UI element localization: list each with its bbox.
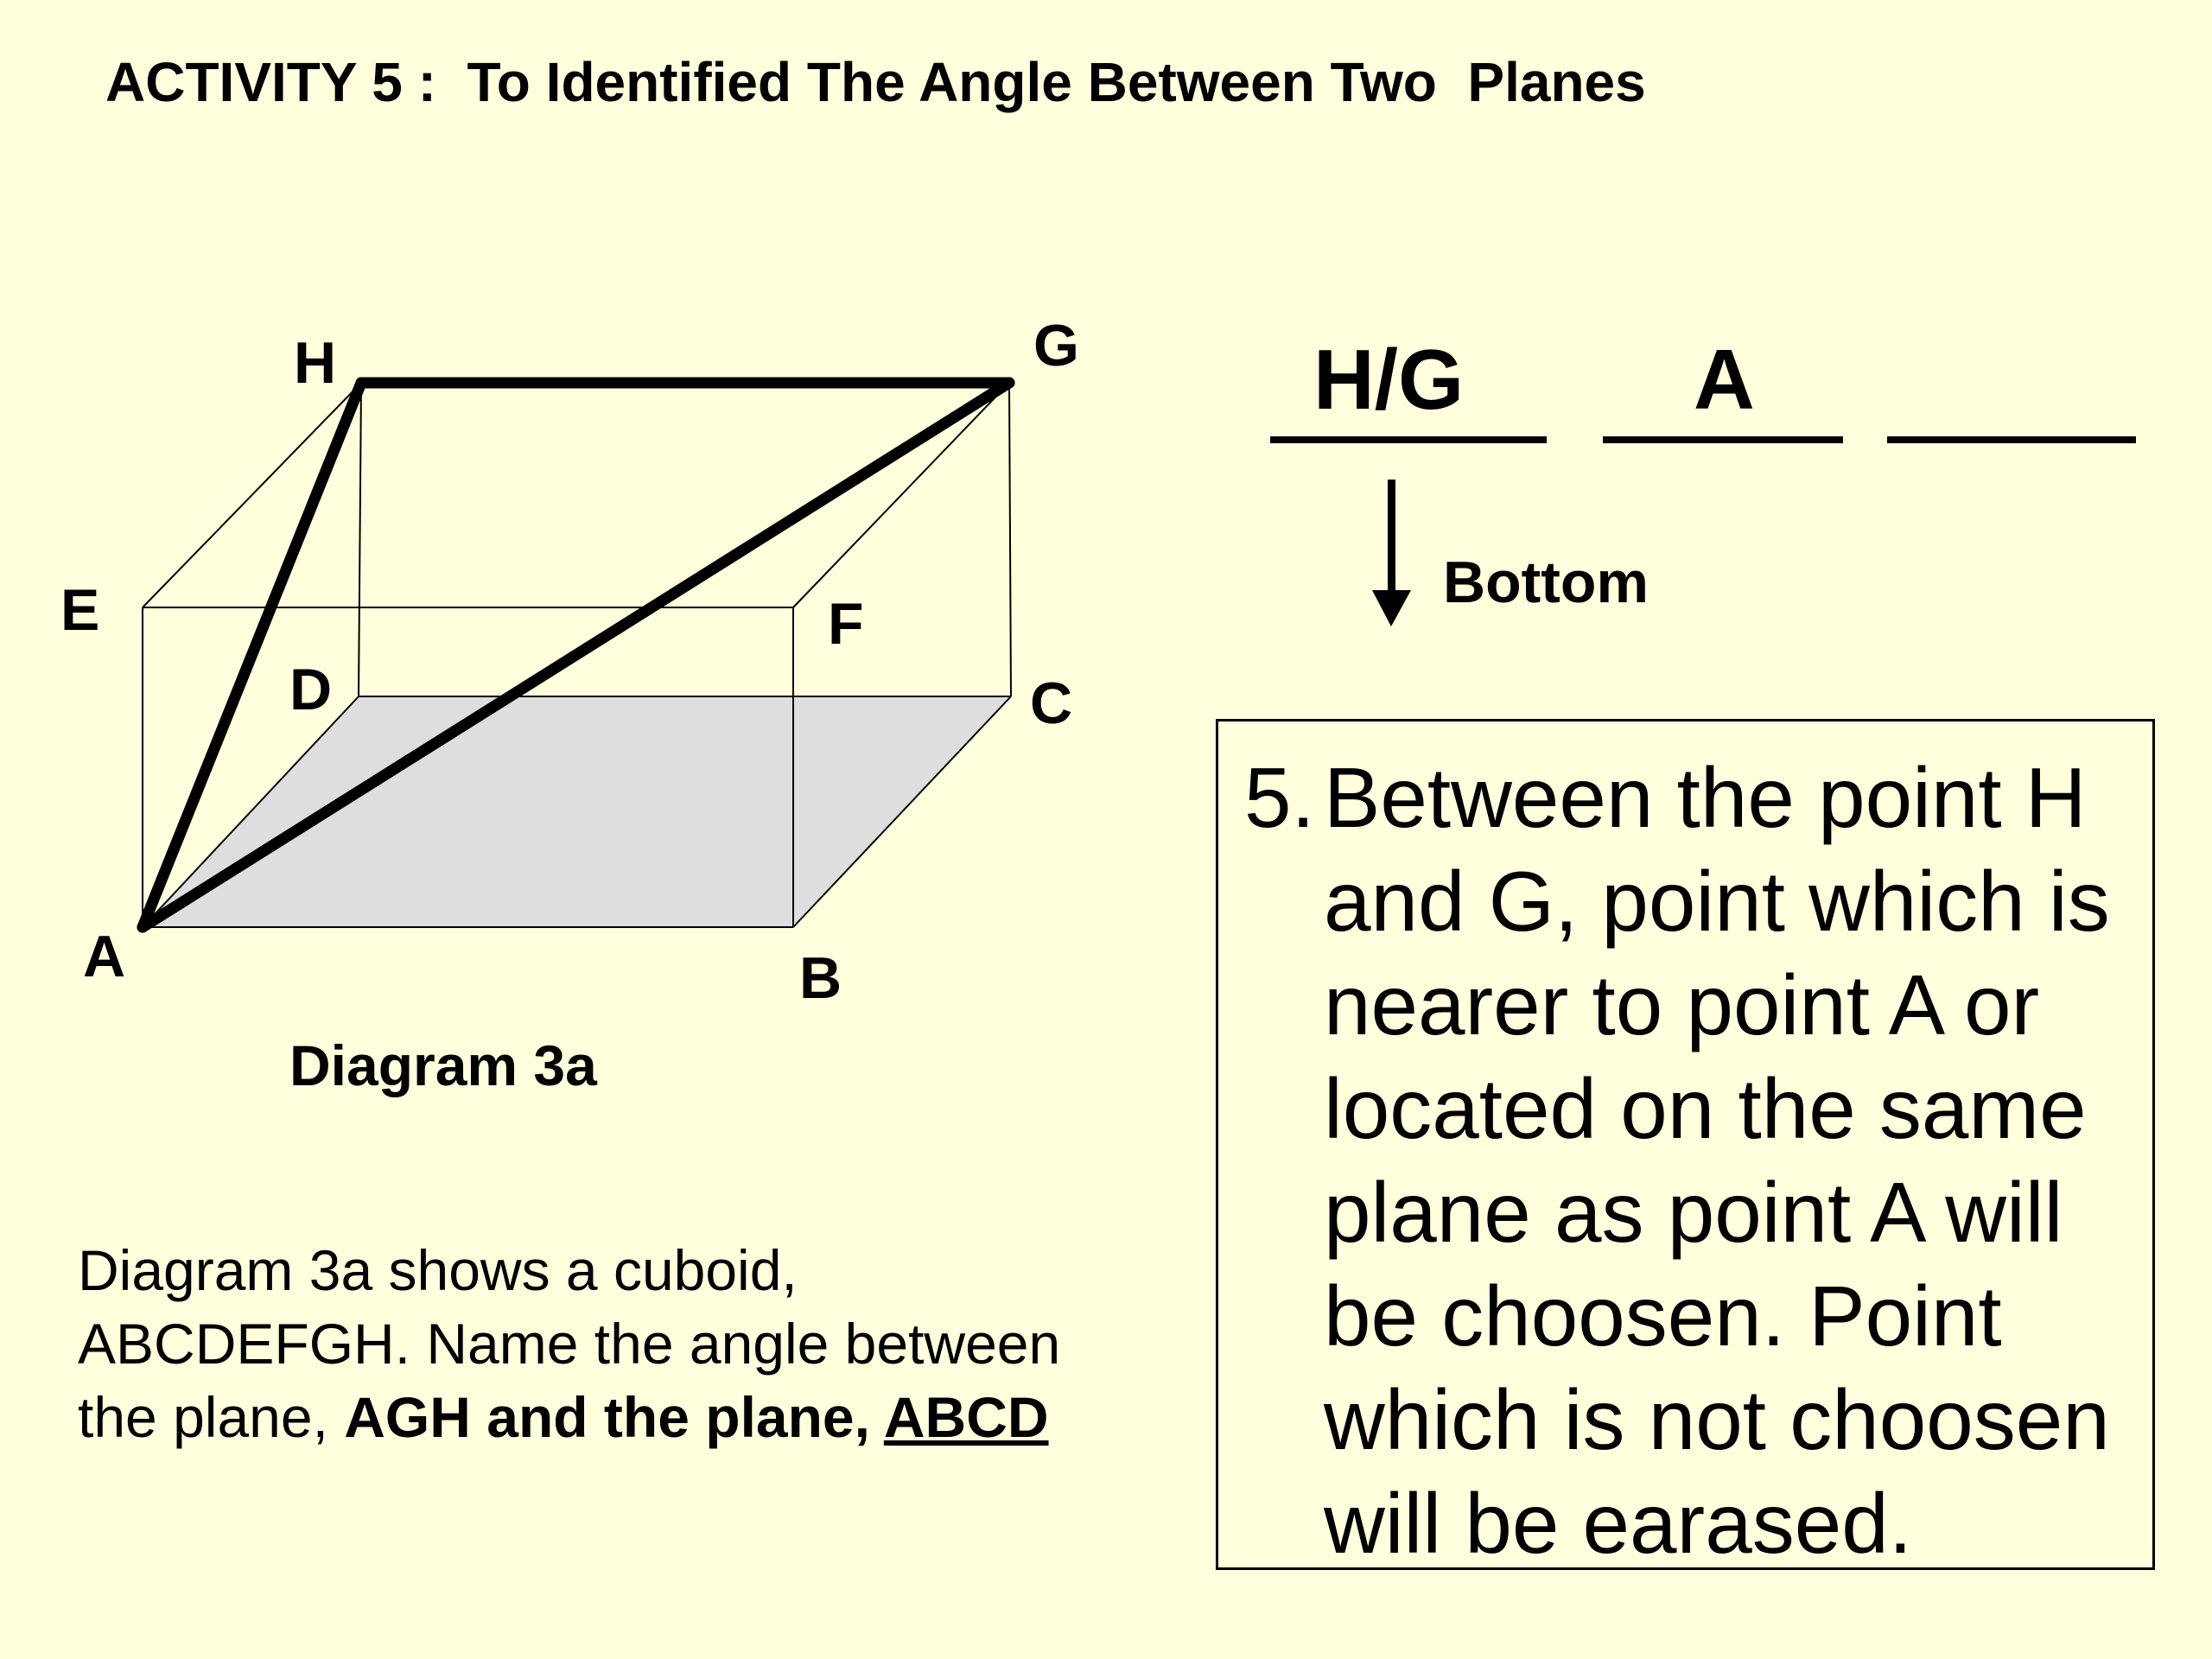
arrow-label: Bottom (1443, 550, 1649, 615)
edge-cg (1009, 383, 1011, 696)
point-label-h: H (294, 330, 337, 396)
arrow-down-icon (1365, 480, 1417, 631)
answer-slot-3 (1887, 436, 2136, 443)
page-title: ACTIVITY 5 : To Identified The Angle Between Two Planes (105, 51, 1646, 113)
cuboid-diagram (0, 0, 1123, 1123)
answer-slot-2-text: A (1694, 332, 1755, 427)
point-label-f: F (828, 591, 864, 657)
point-label-b: B (799, 945, 842, 1011)
description-text: Diagram 3a shows a cuboid, ABCDEFGH. Name the angle between the plane, (78, 1238, 1061, 1449)
plane-abcd (143, 696, 1011, 927)
edge-dh (359, 383, 361, 696)
answer-slot-2 (1603, 436, 1843, 443)
answer-slot-1 (1270, 436, 1547, 443)
edge-eh (143, 383, 361, 607)
point-label-c: C (1030, 671, 1073, 736)
explanation-box (1216, 719, 2155, 1570)
answer-slot-1-text: H/G (1313, 332, 1465, 427)
point-label-d: D (289, 657, 333, 722)
diagram-caption: Diagram 3a (289, 1033, 597, 1097)
question-description (78, 1234, 1071, 1454)
point-label-e: E (60, 577, 100, 643)
description-underlined: ABCD (883, 1385, 1049, 1449)
point-label-g: G (1033, 313, 1079, 378)
point-label-a: A (83, 924, 126, 989)
explanation-text: Between the point H and G, point which is nearer to point A or located on the same plane as point A will be choosen. Point which is not choosen will be earased. (1324, 750, 2110, 1571)
description-bold: AGH and the plane, (344, 1385, 884, 1449)
step-number: 5. (1244, 750, 1315, 845)
